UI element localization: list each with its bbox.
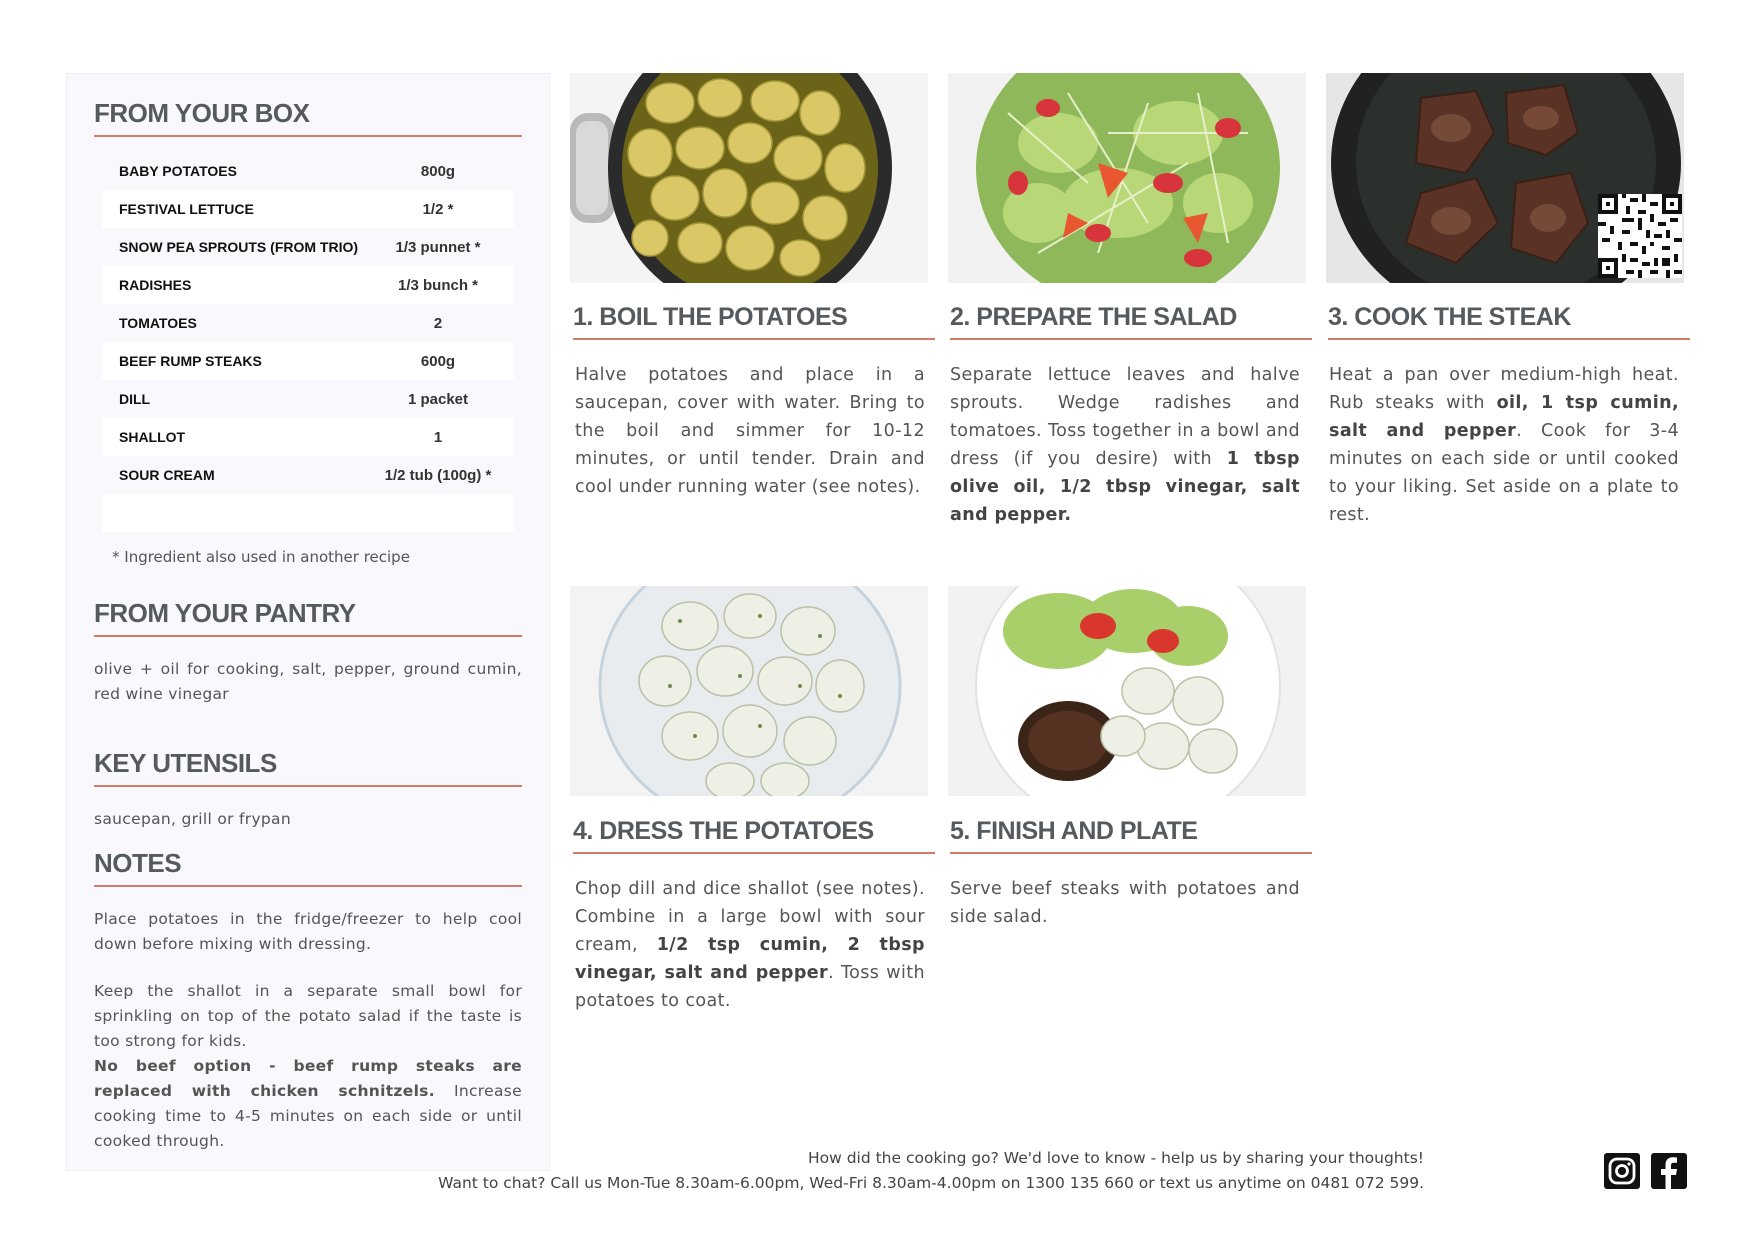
step-3-text-b: . Cook for 3-4 minutes on each side or until cooked to your liking. Set aside on a plate to rest. bbox=[1329, 421, 1679, 525]
ingredient-qty: 800g bbox=[420, 162, 456, 180]
ingredient-row bbox=[102, 152, 514, 190]
ingredient-qty bbox=[362, 494, 514, 532]
ingredient-qty: 1/3 punnet * bbox=[395, 238, 481, 256]
note-shallot: Keep the shallot in a separate small bowl for sprinkling on top of the potato salad if the taste is too strong for kids. bbox=[94, 982, 522, 1050]
step-4-text-b: . Toss with potatoes to coat. bbox=[575, 963, 925, 1011]
ingredient-name: FESTIVAL LETTUCE bbox=[102, 190, 362, 228]
step-2-instructions bbox=[950, 361, 1300, 529]
ingredient-row bbox=[102, 190, 514, 228]
contact-text: Want to chat? Call us Mon-Tue 8.30am-6.00pm, Wed-Fri 8.30am-4.00pm on 1300 135 660 or text us anytime on 0481 072 599. bbox=[438, 1174, 1424, 1192]
ingredient-name: TOMATOES bbox=[119, 315, 197, 331]
note-no-beef-bold: No beef option - beef rump steaks are replaced with chicken schnitzels. bbox=[94, 1057, 522, 1100]
ingredient-row bbox=[102, 456, 514, 494]
feedback-text: How did the cooking go? We'd love to know - help us by sharing your thoughts! bbox=[807, 1149, 1424, 1167]
ingredient-footnote: * Ingredient also used in another recipe bbox=[112, 548, 410, 566]
step-4-photo bbox=[570, 586, 928, 796]
ingredient-name: SOUR CREAM bbox=[119, 467, 215, 483]
step-2-title: 2. PREPARE THE SALAD bbox=[950, 303, 1312, 340]
step-5-text: Serve beef steaks with potatoes and side salad. bbox=[950, 879, 1300, 927]
ingredient-qty: 1/2 tub (100g) * bbox=[384, 466, 492, 484]
key-utensils-heading: KEY UTENSILS bbox=[94, 748, 522, 787]
step-3-text-a: Heat a pan over medium-high heat. Rub steaks with bbox=[1329, 365, 1679, 413]
step-1-text: Halve potatoes and place in a saucepan, cover with water. Bring to the boil and simmer for 10-12 minutes, or until tender. Drain and cool under running water (see notes). bbox=[575, 365, 925, 497]
ingredient-name: RADISHES bbox=[102, 266, 362, 304]
ingredients-panel bbox=[66, 73, 550, 1171]
step-3-instructions bbox=[1329, 361, 1679, 529]
ingredient-name: DILL bbox=[119, 391, 151, 407]
facebook-icon[interactable] bbox=[1651, 1153, 1687, 1189]
ingredient-name: SHALLOT bbox=[102, 418, 362, 456]
step-5-instructions bbox=[950, 875, 1300, 931]
ingredient-row bbox=[102, 228, 514, 266]
from-your-pantry-heading: FROM YOUR PANTRY bbox=[94, 598, 522, 637]
note-no-beef-rest: Increase cooking time to 4-5 minutes on each side or until cooked through. bbox=[94, 1082, 522, 1150]
ingredient-name: BEEF RUMP STEAKS bbox=[102, 342, 362, 380]
ingredient-name bbox=[102, 494, 362, 532]
step-2-dressing-bold: 1 tbsp olive oil, 1/2 tbsp vinegar, salt and pepper. bbox=[950, 449, 1300, 525]
ingredient-name: BABY POTATOES bbox=[119, 163, 237, 179]
ingredient-qty: 600g bbox=[362, 342, 514, 380]
step-2-text: Separate lettuce leaves and halve sprouts. Wedge radishes and tomatoes. Toss together in a bowl and dress (if you desire) with bbox=[950, 365, 1300, 469]
ingredient-qty: 1/2 * bbox=[362, 190, 514, 228]
instagram-icon[interactable] bbox=[1604, 1153, 1640, 1189]
step-1-photo bbox=[570, 73, 928, 283]
qr-code-icon[interactable] bbox=[1598, 194, 1682, 278]
ingredient-row bbox=[102, 418, 514, 456]
step-3-title: 3. COOK THE STEAK bbox=[1328, 303, 1690, 340]
pantry-text: olive + oil for cooking, salt, pepper, ground cumin, red wine vinegar bbox=[94, 660, 522, 703]
step-4-seasoning-bold: 1/2 tsp cumin, 2 tbsp vinegar, salt and pepper bbox=[575, 935, 925, 983]
ingredient-qty: 2 bbox=[433, 314, 443, 332]
ingredient-qty: 1 packet bbox=[407, 390, 469, 408]
step-4-title: 4. DRESS THE POTATOES bbox=[573, 817, 935, 854]
step-3-seasoning-bold: oil, 1 tsp cumin, salt and pepper bbox=[1329, 393, 1680, 441]
ingredient-qty: 1/3 bunch * bbox=[362, 266, 514, 304]
ingredient-row bbox=[102, 380, 514, 418]
ingredient-row bbox=[102, 266, 514, 304]
step-2-photo bbox=[948, 73, 1306, 283]
step-4-text-a: Chop dill and dice shallot (see notes). Combine in a large bowl with sour cream, bbox=[575, 879, 925, 955]
notes-heading: NOTES bbox=[94, 848, 522, 887]
from-your-box-heading: FROM YOUR BOX bbox=[94, 98, 522, 137]
ingredient-row bbox=[102, 342, 514, 380]
ingredient-row-empty bbox=[102, 494, 514, 532]
step-1-title: 1. BOIL THE POTATOES bbox=[573, 303, 935, 340]
step-1-instructions bbox=[575, 361, 925, 501]
ingredient-row bbox=[102, 304, 514, 342]
step-4-instructions bbox=[575, 875, 925, 1015]
step-5-photo bbox=[948, 586, 1306, 796]
ingredients-table bbox=[102, 152, 514, 532]
ingredient-name: SNOW PEA SPROUTS (FROM TRIO) bbox=[119, 239, 359, 255]
step-5-title: 5. FINISH AND PLATE bbox=[950, 817, 1312, 854]
ingredient-qty: 1 bbox=[362, 418, 514, 456]
note-cooling: Place potatoes in the fridge/freezer to help cool down before mixing with dressing. bbox=[94, 910, 522, 953]
note-no-beef bbox=[94, 1054, 522, 1154]
utensils-text: saucepan, grill or frypan bbox=[94, 810, 291, 828]
